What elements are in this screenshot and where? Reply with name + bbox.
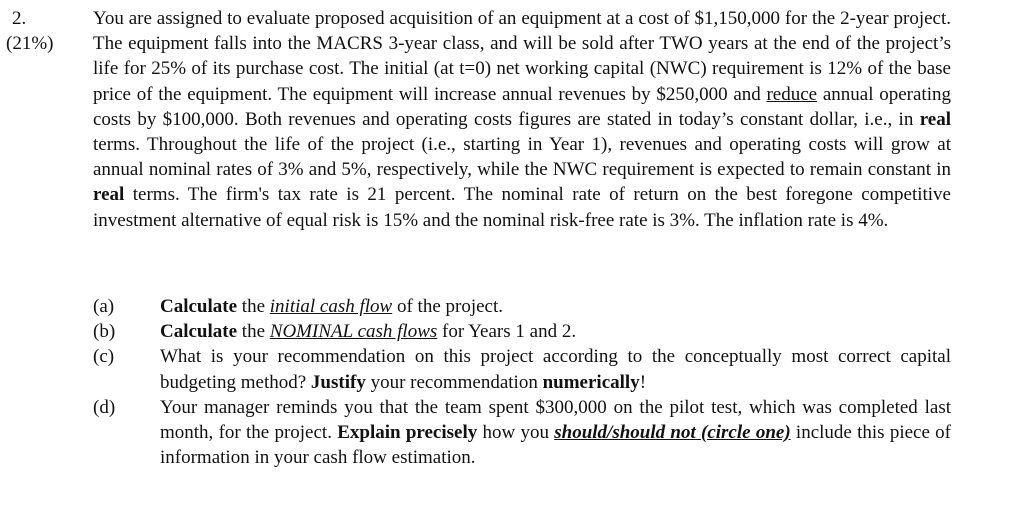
intro-text-2: annual operating costs by $100,000. Both revenues and operating costs figures are stated in today’s constant dollar, i.e., in bbox=[93, 83, 951, 130]
part-b-text bbox=[160, 319, 951, 344]
part-c-seg-1: What is your recommendation on this project according to the conceptually most correct capital budgeting method? bbox=[160, 346, 951, 393]
part-d-label: (d) bbox=[93, 396, 116, 418]
part-a-verb: Calculate bbox=[160, 296, 238, 317]
reduce-underlined: reduce bbox=[766, 83, 818, 105]
problem-statement bbox=[93, 6, 951, 233]
part-c bbox=[93, 344, 951, 394]
part-b-seg: the bbox=[237, 321, 270, 343]
part-a-end: of the project. bbox=[392, 296, 504, 317]
part-b bbox=[93, 319, 951, 344]
question-weight: (21%) bbox=[6, 33, 54, 54]
part-a-label: (a) bbox=[93, 296, 115, 317]
part-b-verb: Calculate bbox=[160, 321, 238, 343]
part-d-explain: Explain precisely bbox=[337, 422, 478, 444]
part-c-seg-2: your recommendation bbox=[365, 371, 543, 393]
part-a-seg: the bbox=[237, 296, 270, 317]
part-b-end: for Years 1 and 2. bbox=[437, 321, 577, 343]
part-a-text bbox=[160, 294, 951, 319]
real-bold-2: real bbox=[93, 184, 125, 206]
part-d-text bbox=[160, 395, 951, 471]
part-a bbox=[93, 294, 951, 319]
question-number: 2. bbox=[12, 8, 27, 29]
part-b-emphasis: NOMINAL cash flows bbox=[269, 321, 438, 343]
part-b-label: (b) bbox=[93, 321, 116, 343]
question-parts bbox=[93, 294, 951, 470]
part-a-emphasis: initial cash flow bbox=[269, 296, 393, 317]
part-c-numerically: numerically bbox=[542, 371, 640, 393]
real-bold-1: real bbox=[919, 108, 951, 130]
part-d bbox=[93, 395, 951, 471]
part-c-end: ! bbox=[639, 371, 647, 393]
part-d-seg-2: how you bbox=[477, 422, 555, 444]
part-d-circle-choice: should/should not (circle one) bbox=[554, 422, 791, 444]
part-c-justify: Justify bbox=[310, 371, 366, 393]
intro-text-3: terms. Throughout the life of the project (i.e., starting in Year 1), revenues and operating costs will grow at annual nominal rates of 3% and 5%, respectively, while the NWC requirement is expected to remain constant in bbox=[93, 134, 951, 181]
part-c-text bbox=[160, 344, 951, 394]
intro-text-1: You are assigned to evaluate proposed acquisition of an equipment at a cost of $1,150,000 for the 2-year project. The equipment falls into the MACRS 3-year class, and will be sold after TWO years at the end of the project’s life for 25% of its purchase cost. The initial (at t=0) net working capital (NWC) requirement is 12% of the base price of the equipment. The equipment will increase annual revenues by $250,000 and bbox=[93, 8, 951, 105]
part-c-label: (c) bbox=[93, 346, 115, 368]
intro-text-4: terms. The firm's tax rate is 21 percent. The nominal rate of return on the best foregone competitive investment alternative of equal risk is 15% and the nominal risk-free rate is 3%. The inflation rate is 4%. bbox=[93, 184, 951, 231]
part-d-seg-1: Your manager reminds you that the team spent $300,000 on the pilot test, which was completed last month, for the project. bbox=[160, 396, 951, 444]
part-d-end: include this piece of information in your cash flow estimation. bbox=[160, 422, 951, 469]
